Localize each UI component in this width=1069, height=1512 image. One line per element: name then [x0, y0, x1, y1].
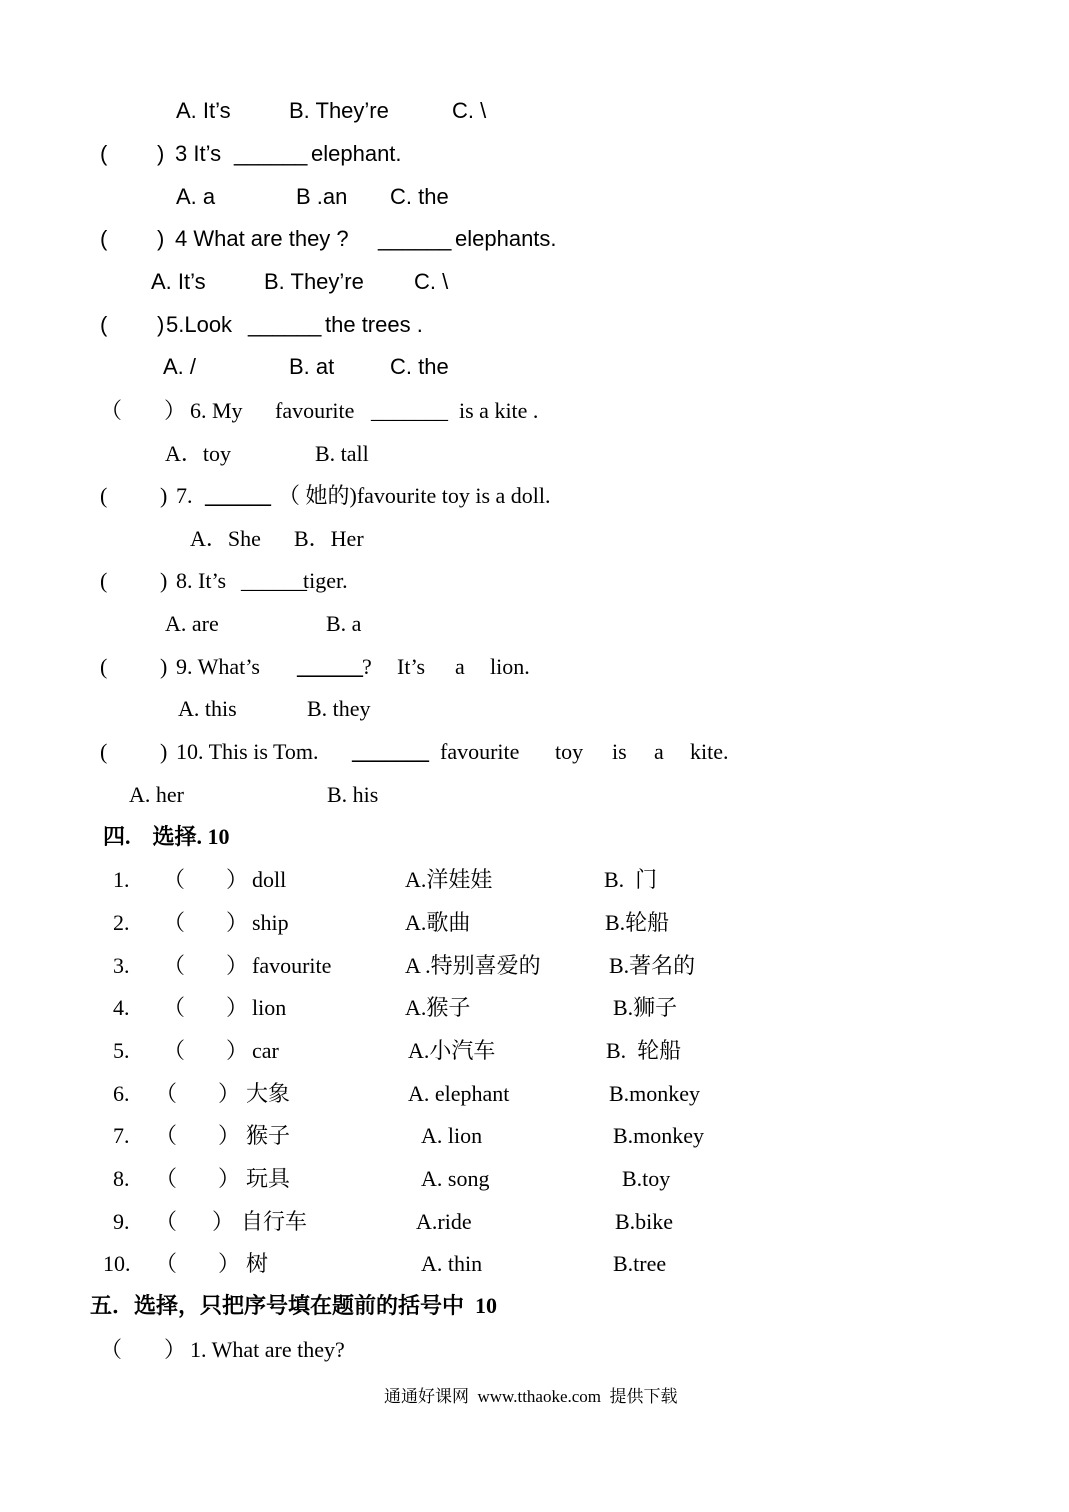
q2-option-b: B. They’re — [289, 98, 389, 123]
q5-open-paren: ( — [100, 312, 108, 337]
q6-open-paren: （ — [100, 398, 123, 423]
option-b: B.tree — [613, 1251, 667, 1276]
option-a: A.ride — [416, 1209, 472, 1234]
option-a: A.小汽车 — [408, 1038, 496, 1063]
item-number: 7. — [113, 1123, 130, 1148]
answer-close-paren: ） — [226, 867, 249, 892]
option-b: B.著名的 — [609, 953, 696, 978]
option-a: A.洋娃娃 — [405, 867, 493, 892]
s5-q1-open-paren: （ — [100, 1337, 123, 1362]
q6-option-b: B. tall — [315, 441, 369, 466]
s5-q1-close-paren: ） — [164, 1337, 187, 1362]
q8-open-paren: ( — [100, 568, 108, 593]
option-b: B.toy — [622, 1166, 671, 1191]
item-number: 3. — [113, 953, 130, 978]
q8-stem: 8. It’s — [176, 568, 227, 593]
answer-open-paren: （ — [155, 1251, 178, 1276]
q4-option-b: B. They’re — [264, 269, 364, 294]
q2-option-a: A. It’s — [176, 98, 231, 123]
option-a: A .特别喜爱的 — [405, 953, 541, 978]
q10-stem: 10. This is Tom. — [176, 739, 319, 764]
answer-open-paren: （ — [163, 953, 186, 978]
q4-rest: elephants. — [455, 226, 557, 251]
q10-option-b: B. his — [327, 782, 379, 807]
q9-open-paren: ( — [100, 654, 108, 679]
answer-open-paren: （ — [163, 1038, 186, 1063]
q10-word-a: a — [654, 739, 664, 764]
q3-option-a: A. a — [176, 184, 216, 209]
q3-close-paren: ) — [157, 141, 165, 166]
answer-open-paren: （ — [163, 910, 186, 935]
q5-option-b: B. at — [289, 354, 335, 379]
q10-blank: _______ — [352, 739, 429, 764]
item-word: doll — [252, 867, 287, 892]
answer-close-paren: ） — [226, 995, 249, 1020]
q6-mid: favourite — [275, 398, 355, 423]
option-a: A. lion — [421, 1123, 483, 1148]
q5-option-c: C. the — [390, 354, 449, 379]
q9-qmark: ? — [362, 654, 372, 679]
q3-blank: ______ — [234, 141, 308, 166]
q3-option-b: B .an — [296, 184, 348, 209]
item-number: 5. — [113, 1038, 130, 1063]
answer-open-paren: （ — [155, 1081, 178, 1106]
item-number: 4. — [113, 995, 130, 1020]
s5-q1-text: 1. What are they? — [190, 1337, 345, 1362]
q9-option-b: B. they — [307, 696, 371, 721]
q3-stem: 3 It’s — [175, 141, 222, 166]
q7-blank: ______ — [205, 483, 271, 508]
q5-blank: ______ — [248, 312, 322, 337]
q3-option-c: C. the — [390, 184, 449, 209]
item-number: 10. — [103, 1251, 131, 1276]
q9-stem: 9. What’s — [176, 654, 260, 679]
q7-open-paren: ( — [100, 483, 108, 508]
q7-rest: （ 她的)favourite toy is a doll. — [278, 483, 551, 508]
page-footer: 通通好课网 www.tthaoke.com 提供下载 — [384, 1387, 678, 1406]
q9-word-its: It’s — [397, 654, 426, 679]
q4-option-a: A. It’s — [151, 269, 206, 294]
q4-blank: ______ — [378, 226, 452, 251]
option-b: B. 轮船 — [606, 1038, 682, 1063]
option-a: A. song — [421, 1166, 490, 1191]
section5-heading: 五．选择，只把序号填在题前的括号中 10 — [90, 1293, 498, 1318]
item-word: 树 — [246, 1251, 269, 1276]
option-b: B.monkey — [609, 1081, 701, 1106]
answer-close-paren: ） — [218, 1081, 241, 1106]
answer-open-paren: （ — [155, 1209, 178, 1234]
q4-stem: 4 What are they ? — [175, 226, 349, 251]
option-a: A. elephant — [408, 1081, 510, 1106]
q6-blank: _______ — [371, 398, 448, 423]
q6-stem: 6. My — [190, 398, 243, 423]
option-a: A.猴子 — [405, 995, 471, 1020]
q5-rest: the trees . — [325, 312, 423, 337]
item-number: 6. — [113, 1081, 130, 1106]
q7-option-b: B．Her — [294, 526, 364, 551]
answer-open-paren: （ — [163, 995, 186, 1020]
answer-close-paren: ） — [218, 1123, 241, 1148]
q9-blank: ______ — [297, 654, 363, 679]
item-word: car — [252, 1038, 279, 1063]
q4-close-paren: ) — [157, 226, 165, 251]
answer-close-paren: ） — [226, 910, 249, 935]
answer-open-paren: （ — [155, 1166, 178, 1191]
item-word: favourite — [252, 953, 332, 978]
item-word: 猴子 — [246, 1123, 291, 1148]
answer-close-paren: ） — [226, 1038, 249, 1063]
item-number: 1. — [113, 867, 130, 892]
q6-rest: is a kite . — [459, 398, 539, 423]
option-a: A. thin — [421, 1251, 483, 1276]
answer-close-paren: ） — [218, 1251, 241, 1276]
item-word: lion — [252, 995, 287, 1020]
q6-option-a: A．toy — [165, 441, 232, 466]
q10-word-is: is — [612, 739, 627, 764]
q10-word-kite: kite. — [690, 739, 729, 764]
option-b: B.狮子 — [613, 995, 678, 1020]
q9-close-paren: ) — [160, 654, 168, 679]
answer-open-paren: （ — [163, 867, 186, 892]
q10-open-paren: ( — [100, 739, 108, 764]
item-word: ship — [252, 910, 289, 935]
item-number: 2. — [113, 910, 130, 935]
q4-open-paren: ( — [100, 226, 108, 251]
q9-word-lion: lion. — [490, 654, 530, 679]
q7-close-paren: ) — [160, 483, 168, 508]
q5-stem: 5.Look — [166, 312, 233, 337]
q5-option-a: A. / — [163, 354, 197, 379]
q10-close-paren: ) — [160, 739, 168, 764]
q2-option-c: C. \ — [452, 98, 487, 123]
option-b: B.monkey — [613, 1123, 705, 1148]
q7-option-a: A．She — [190, 526, 261, 551]
q8-blank: ______ — [241, 568, 307, 593]
option-b: B.bike — [615, 1209, 674, 1234]
q6-close-paren: ） — [164, 398, 187, 423]
item-number: 8. — [113, 1166, 130, 1191]
item-word: 自行车 — [241, 1209, 308, 1234]
q4-option-c: C. \ — [414, 269, 449, 294]
section4-heading: 四. 选择. 10 — [103, 824, 230, 849]
q10-word-favourite: favourite — [440, 739, 520, 764]
item-word: 大象 — [246, 1081, 291, 1106]
answer-close-paren: ） — [218, 1166, 241, 1191]
q9-option-a: A. this — [178, 696, 237, 721]
item-number: 9. — [113, 1209, 130, 1234]
option-b: B. 门 — [604, 867, 658, 892]
q9-word-a: a — [455, 654, 465, 679]
item-word: 玩具 — [246, 1166, 291, 1191]
answer-close-paren: ） — [226, 953, 249, 978]
q8-close-paren: ) — [160, 568, 168, 593]
q10-word-toy: toy — [555, 739, 584, 764]
option-a: A.歌曲 — [405, 910, 471, 935]
q8-option-b: B. a — [326, 611, 362, 636]
answer-open-paren: （ — [155, 1123, 178, 1148]
q8-option-a: A. are — [165, 611, 219, 636]
q3-rest: elephant. — [311, 141, 402, 166]
q10-option-a: A. her — [129, 782, 184, 807]
answer-close-paren: ） — [212, 1209, 235, 1234]
option-b: B.轮船 — [605, 910, 670, 935]
q3-open-paren: ( — [100, 141, 108, 166]
q8-rest: tiger. — [303, 568, 348, 593]
q5-close-paren: ) — [157, 312, 165, 337]
q7-stem: 7. — [176, 483, 193, 508]
